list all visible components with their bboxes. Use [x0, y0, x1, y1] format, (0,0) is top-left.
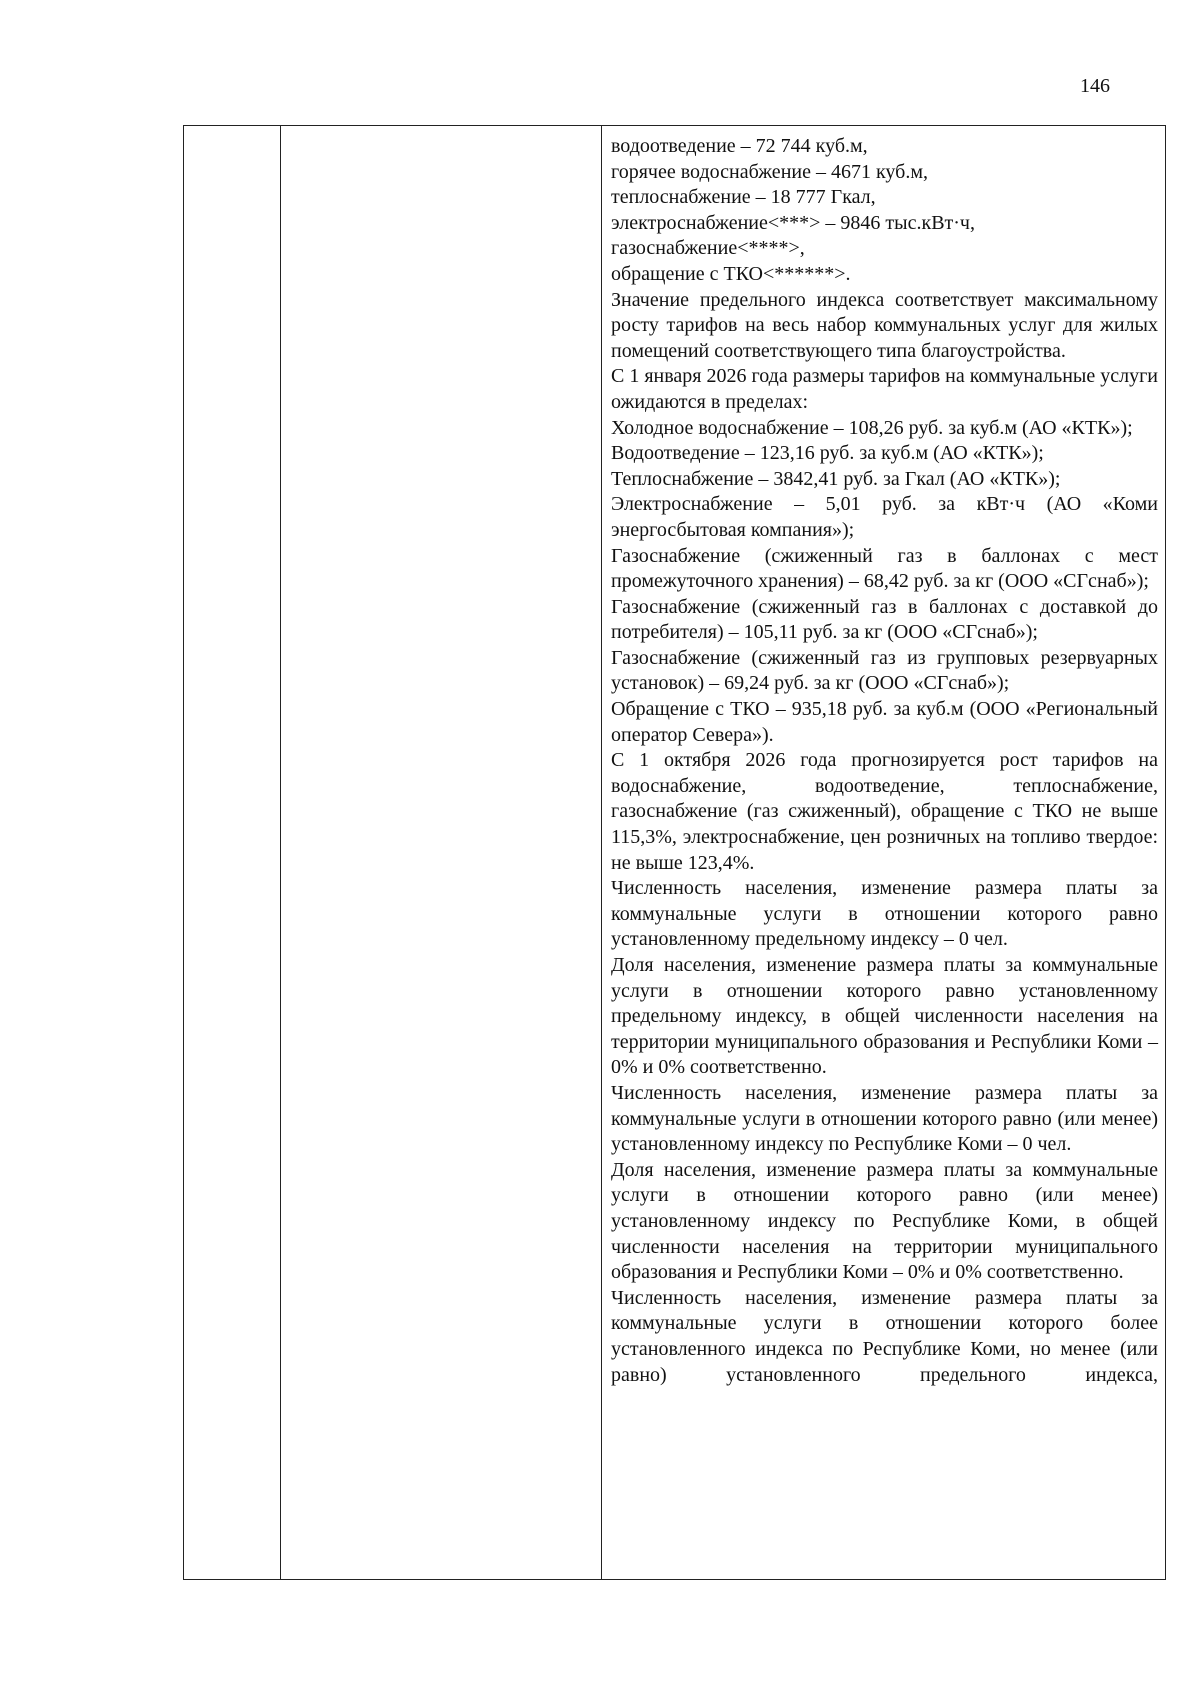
document-table — [183, 125, 1166, 1580]
table-cell-name — [281, 126, 602, 1580]
text-paragraph: С 1 октября 2026 года прогнозируется рост тарифов на водоснабжение, водоотведение, теплоснабжение, газоснабжение (газ сжиженный), обращение с ТКО не выше 115,3%, электроснабжение, цен розничных на топливо твердое: не выше 123,4%. — [611, 749, 1158, 874]
text-paragraph: Численность населения, изменение размера платы за коммунальные услуги в отношении которого равно (или менее) установленному индексу по Республике Коми – 0 чел. — [611, 1081, 1158, 1156]
text-line: водоотведение – 72 744 куб.м, — [611, 135, 868, 157]
text-paragraph: Холодное водоснабжение – 108,26 руб. за куб.м (АО «КТК»); — [611, 416, 1133, 439]
text-paragraph: Доля населения, изменение размера платы за коммунальные услуги в отношении которого равно (или менее) установленному индексу по Республике Коми, в общей численности населения на территории муниципального образования и Республики Коми – 0% и 0% соответственно. — [611, 1158, 1158, 1284]
table-row — [184, 126, 1166, 1580]
text-line: горячее водоснабжение – 4671 куб.м, — [611, 160, 928, 183]
description-text — [602, 126, 1165, 1573]
text-line: газоснабжение<****>, — [611, 237, 805, 260]
text-line: теплоснабжение – 18 777 Гкал, — [611, 186, 876, 209]
text-paragraph: Газоснабжение (сжиженный газ в баллонах с мест промежуточного хранения) – 68,42 руб. за кг (ООО «СГснаб»); — [611, 544, 1158, 593]
text-paragraph: Газоснабжение (сжиженный газ из групповых резервуарных установок) – 69,24 руб. за кг (ООО «СГснаб»); — [611, 646, 1158, 695]
page-number: 146 — [1080, 75, 1110, 97]
text-paragraph: Обращение с ТКО – 935,18 руб. за куб.м (ООО «Региональный оператор Севера»). — [611, 698, 1158, 746]
text-line: электроснабжение<***> – 9846 тыс.кВт·ч, — [611, 211, 975, 234]
text-paragraph: Электроснабжение – 5,01 руб. за кВт·ч (АО «Коми энергосбытовая компания»); — [611, 493, 1158, 541]
text-paragraph: Водоотведение – 123,16 руб. за куб.м (АО «КТК»); — [611, 442, 1044, 465]
table-cell-description — [602, 126, 1166, 1580]
text-paragraph: Численность населения, изменение размера платы за коммунальные услуги в отношении которого равно установленному предельному индексу – 0 чел. — [611, 877, 1158, 951]
text-paragraph: Газоснабжение (сжиженный газ в баллонах с доставкой до потребителя) – 105,11 руб. за кг (ООО «СГснаб»); — [611, 595, 1158, 644]
text-line: обращение с ТКО<******>. — [611, 262, 851, 285]
table-cell-number — [184, 126, 281, 1580]
text-paragraph: Значение предельного индекса соответствует максимальному росту тарифов на весь набор коммунальных услуг для жилых помещений соответствующего типа благоустройства. — [611, 288, 1158, 362]
text-paragraph: С 1 января 2026 года размеры тарифов на коммунальные услуги ожидаются в пределах: — [611, 365, 1158, 413]
text-paragraph: Теплоснабжение – 3842,41 руб. за Гкал (АО «КТК»); — [611, 467, 1061, 490]
text-paragraph: Доля населения, изменение размера платы за коммунальные услуги в отношении которого равно установленному предельному индексу, в общей численности населения на территории муниципального образования и Республики Коми – 0% и 0% соответственно. — [611, 954, 1158, 1079]
text-paragraph-continued: Численность населения, изменение размера платы за коммунальные услуги в отношении которого более установленного индекса по Республике Коми, но менее (или равно) установленного предельного индекса, — [611, 1286, 1158, 1386]
